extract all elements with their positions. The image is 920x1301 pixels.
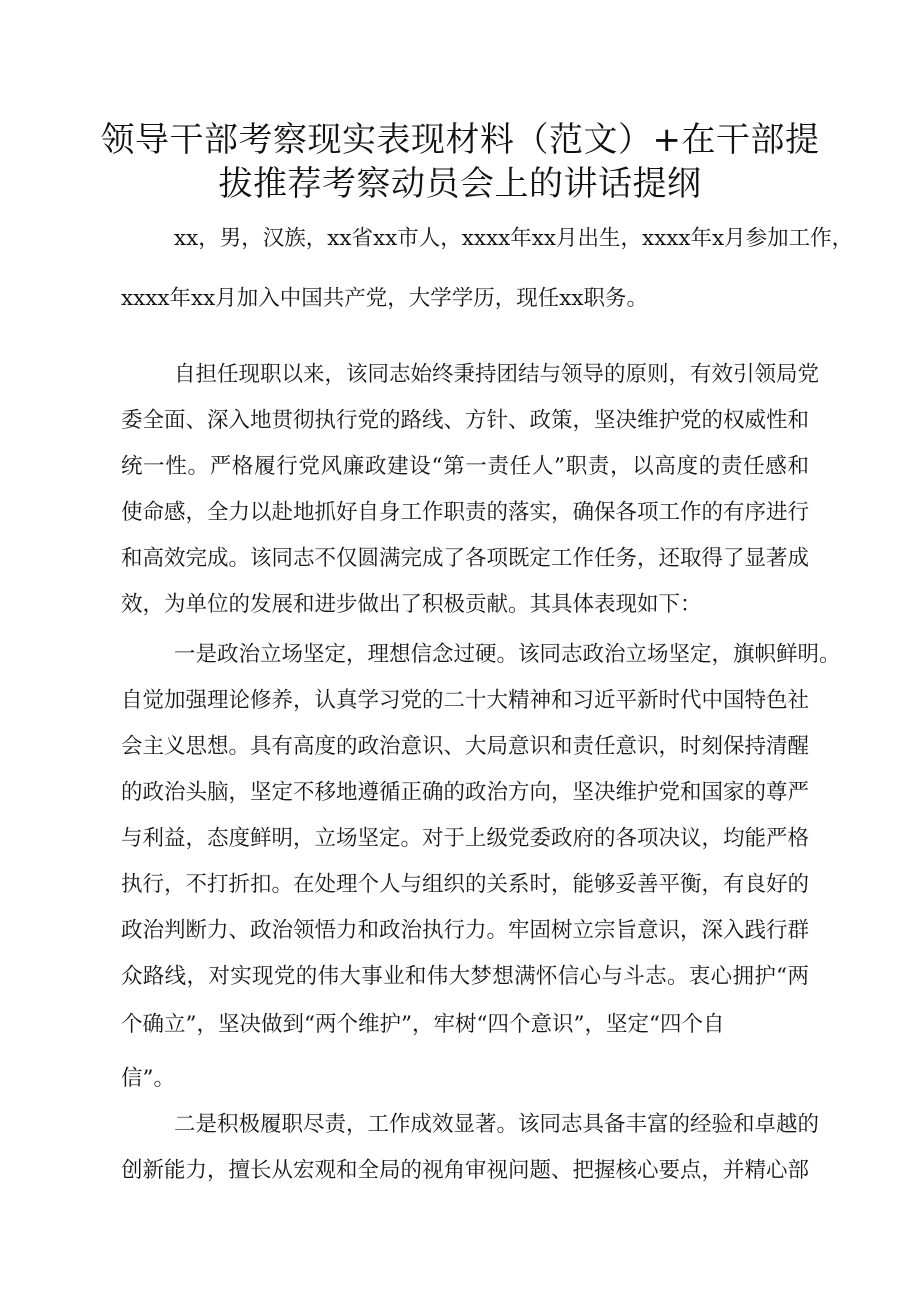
paragraph-2-line-7: 政治判断力、政治领悟力和政治执行力。牢固树立宗旨意识，深入践行群 [121,918,810,943]
paragraph-1-line-4: 使命感，全力以赴地抓好自身工作职责的落实，确保各项工作的有序进行 [121,500,810,525]
paragraph-2-line-5: 与利益，态度鲜明，立场坚定。对于上级党委政府的各项决议，均能严格 [121,826,810,851]
paragraph-2-line-2: 自觉加强理论修养，认真学习党的二十大精神和习近平新时代中国特色社 [121,688,810,713]
paragraph-1-line-6: 效，为单位的发展和进步做出了积极贡献。其具体表现如下： [121,592,702,617]
paragraph-2-line-10: 信”。 [121,1066,175,1091]
paragraph-2-line-1: 一是政治立场坚定，理想信念过硬。该同志政治立场坚定，旗帜鲜明。 [174,642,841,667]
paragraph-2-line-4: 的政治头脑，坚定不移地遵循正确的政治方向，坚决维护党和国家的尊严 [121,780,810,805]
intro-line-2: xxxx年xx月加入中国共产党，大学学历，现任xx职务。 [121,286,649,311]
paragraph-3-line-2: 创新能力，擅长从宏观和全局的视角审视问题、把握核心要点，并精心部 [121,1158,810,1183]
paragraph-1-line-1: 自担任现职以来，该同志始终秉持团结与领导的原则，有效引领局党 [174,362,820,387]
paragraph-1-line-5: 和高效完成。该同志不仅圆满完成了各项既定工作任务，还取得了显著成 [121,546,810,571]
paragraph-2-line-3: 会主义思想。具有高度的政治意识、大局意识和责任意识，时刻保持清醒 [121,734,810,759]
paragraph-2-line-9: 个确立”，坚决做到“两个维护”，牢树“四个意识”，坚定“四个自 [121,1012,725,1037]
paragraph-1-line-2: 委全面、深入地贯彻执行党的路线、方针、政策，坚决维护党的权威性和 [121,408,810,433]
paragraph-1-line-3: 统一性。严格履行党风廉政建设“第一责任人”职责，以高度的责任感和 [121,454,809,479]
paragraph-2-line-6: 执行，不打折扣。在处理个人与组织的关系时，能够妥善平衡，有良好的 [121,872,810,897]
paragraph-3-line-1: 二是积极履职尽责，工作成效显著。该同志具备丰富的经验和卓越的 [174,1112,820,1137]
paragraph-2-line-8: 众路线，对实现党的伟大事业和伟大梦想满怀信心与斗志。衷心拥护“两 [121,964,809,989]
document-title-line-2: 拔推荐考察动员会上的讲话提纲 [218,164,702,204]
document-title-line-1: 领导干部考察现实表现材料（范文）+在干部提 [100,120,820,160]
intro-line-1: xx，男，汉族，xx省xx市人，xxxx年xx月出生，xxxx年x月参加工作， [174,226,854,251]
